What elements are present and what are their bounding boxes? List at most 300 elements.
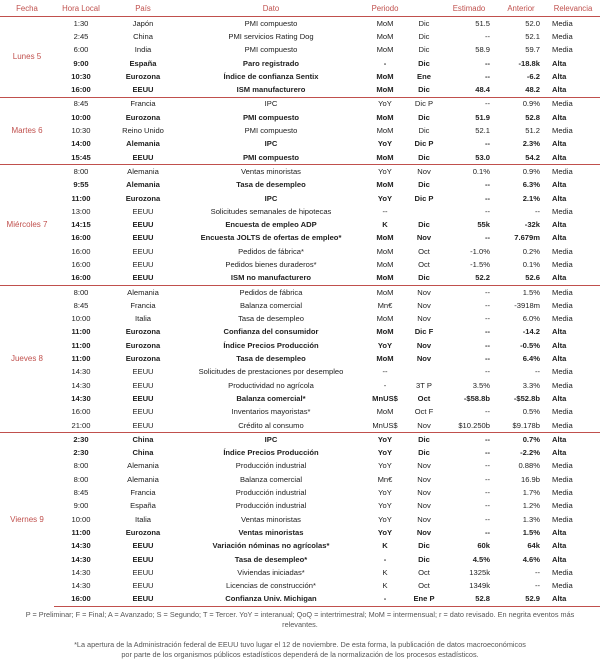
time-cell: 15:45 <box>71 152 91 162</box>
previous-cell: 0.9% <box>496 97 546 111</box>
datum-cell: Índice de confianza Sentix <box>223 71 319 81</box>
unit-cell: MoM <box>376 112 394 122</box>
datum-cell: Licencias de construcción* <box>226 581 316 591</box>
unit-cell: MoM <box>376 126 394 136</box>
table-row <box>0 419 600 433</box>
unit-cell: YoY <box>377 139 393 149</box>
unit-cell: - <box>383 58 387 68</box>
estimate-cell: 60k <box>477 541 490 551</box>
period-cell: 3T P <box>416 380 432 390</box>
unit-cell: MoM <box>364 17 406 31</box>
relevance-cell: Media <box>552 567 573 577</box>
datum-cell: Tasa de desempleo* <box>234 554 308 564</box>
estimate-cell: -- <box>442 97 496 111</box>
unit-cell: K <box>382 567 388 577</box>
previous-cell: -6.2 <box>526 71 540 81</box>
table-row <box>0 218 600 231</box>
time-cell: 2:30 <box>73 448 89 458</box>
previous-cell: 1.5% <box>496 285 546 299</box>
estimate-cell: 55k <box>477 220 490 230</box>
unit-cell: MoM <box>376 314 394 324</box>
unit-cell: YoY <box>377 340 393 350</box>
period-cell <box>406 205 442 218</box>
previous-cell: 0.5% <box>522 407 540 417</box>
relevance-cell: Media <box>552 206 573 216</box>
unit-cell: K <box>382 220 388 230</box>
table-row <box>0 513 600 526</box>
period-cell: Dic <box>418 554 430 564</box>
estimate-cell: 52.1 <box>475 126 490 136</box>
unit-cell: MoM <box>376 71 394 81</box>
country-cell: EEUU <box>132 581 154 591</box>
time-cell: 14:30 <box>71 541 91 551</box>
estimate-cell: -- <box>484 58 490 68</box>
relevance-cell: Alta <box>552 85 567 95</box>
relevance-cell: Alta <box>546 593 600 607</box>
time-cell: 8:00 <box>73 461 89 471</box>
header-pais: País <box>108 0 178 17</box>
unit-cell: YoY <box>377 448 393 458</box>
unit-cell: MnUS$ <box>372 420 398 430</box>
country-cell: EEUU <box>132 85 154 95</box>
previous-cell: 52.9 <box>496 593 546 607</box>
previous-cell: 52.1 <box>525 31 540 41</box>
unit-cell: MoM <box>376 45 394 55</box>
day-label: Viernes 9 <box>0 433 54 607</box>
datum-cell: IPC <box>178 97 364 111</box>
unit-cell: MoM <box>376 259 394 269</box>
datum-cell: PMI compuesto <box>242 152 300 162</box>
previous-cell: -2.2% <box>520 448 540 458</box>
country-cell: Alemania <box>127 474 159 484</box>
relevance-cell: Media <box>552 367 573 377</box>
period-cell: Dic <box>418 112 430 122</box>
datum-cell: Tasa de desempleo <box>236 180 306 190</box>
country-cell: Francia <box>130 488 156 498</box>
estimate-cell: 0.1% <box>442 165 496 179</box>
country-cell: EEUU <box>132 420 154 430</box>
relevance-cell: Media <box>552 461 573 471</box>
time-cell: 14:30 <box>71 393 91 403</box>
unit-cell: MoM <box>376 246 394 256</box>
table-row <box>0 406 600 419</box>
time-cell: 10:30 <box>71 71 91 81</box>
unit-cell: YoY <box>378 488 392 498</box>
datum-cell: ISM manufacturero <box>236 85 306 95</box>
unit-cell: MoM <box>376 407 394 417</box>
time-cell: 9:55 <box>73 180 89 190</box>
unit-cell: MnUS$ <box>372 393 398 403</box>
country-cell: China <box>133 31 153 41</box>
table-row <box>0 285 600 299</box>
country-cell: Eurozona <box>125 193 161 203</box>
time-cell: 14:30 <box>71 380 91 390</box>
previous-cell: 6.4% <box>522 354 540 364</box>
unit-cell: MoM <box>376 180 394 190</box>
estimate-cell: -- <box>484 193 490 203</box>
previous-cell: -0.5% <box>520 340 540 350</box>
datum-cell: PMI compuesto <box>242 112 300 122</box>
period-cell: Dic P <box>406 97 442 111</box>
estimate-cell: -1.0% <box>470 246 490 256</box>
unit-cell: Mn€ <box>377 300 393 310</box>
table-row <box>0 500 600 513</box>
previous-cell: 0.88% <box>518 461 540 471</box>
time-cell: 16:00 <box>71 407 91 417</box>
table-row <box>0 245 600 258</box>
estimate-cell: -- <box>484 180 490 190</box>
time-cell: 8:45 <box>73 300 89 310</box>
time-cell: 16:00 <box>71 259 91 269</box>
relevance-cell: Media <box>552 31 573 41</box>
time-cell: 11:00 <box>71 193 91 203</box>
period-cell: Dic P <box>414 139 434 149</box>
estimate-cell: -1.5% <box>470 259 490 269</box>
period-cell: Dic <box>418 31 430 41</box>
relevance-cell: Alta <box>552 152 567 162</box>
unit-cell: MoM <box>376 152 394 162</box>
previous-cell: -- <box>534 567 540 577</box>
period-cell: Dic <box>418 448 430 458</box>
time-cell: 16:00 <box>71 246 91 256</box>
relevance-cell: Alta <box>552 139 567 149</box>
time-cell: 8:45 <box>73 488 89 498</box>
country-cell: Alemania <box>126 139 160 149</box>
time-cell: 8:00 <box>54 285 108 299</box>
relevance-cell: Media <box>552 514 573 524</box>
relevance-cell: Alta <box>552 327 567 337</box>
country-cell: Reino Unido <box>122 126 164 136</box>
time-cell: 10:00 <box>71 514 91 524</box>
time-cell: 11:00 <box>71 327 91 337</box>
header-periodo: Periodo <box>364 0 406 17</box>
country-cell: España <box>130 501 156 511</box>
relevance-cell: Alta <box>552 193 567 203</box>
previous-cell: 6.3% <box>522 180 540 190</box>
datum-cell: PMI compuesto <box>244 45 298 55</box>
previous-cell: 52.6 <box>525 273 540 283</box>
time-cell: 14:30 <box>71 554 91 564</box>
datum-cell: Índice Precios Producción <box>223 448 319 458</box>
country-cell: India <box>134 45 152 55</box>
datum-cell: Ventas minoristas <box>178 165 364 179</box>
previous-cell: 52.8 <box>525 112 540 122</box>
header-periodo-2 <box>406 0 442 17</box>
datum-cell: Producción industrial <box>235 501 307 511</box>
table-row <box>0 57 600 70</box>
legend-text: P = Preliminar; F = Final; A = Avanzado; S = Segundo; T = Tercer. YoY = interanual; QoQ = intertrimestral; MoM = intermensual; r = dato revisado. En negrita eventos más relevantes. <box>25 610 575 630</box>
datum-cell: Crédito al consumo <box>238 420 304 430</box>
period-cell: Nov <box>417 420 431 430</box>
header-dato: Dato <box>178 0 364 17</box>
period-cell: Nov <box>417 474 431 484</box>
datum-cell: Solicitudes de prestaciones por desempleo <box>198 367 344 377</box>
table-row <box>0 192 600 205</box>
period-cell: Dic <box>418 220 430 230</box>
time-cell: 14:30 <box>71 581 91 591</box>
estimate-cell: 52.2 <box>475 273 490 283</box>
table-row <box>0 124 600 137</box>
table-row <box>0 366 600 379</box>
datum-cell: PMI compuesto <box>244 126 298 136</box>
estimate-cell: -- <box>484 139 490 149</box>
table-row <box>0 526 600 539</box>
estimate-cell: -- <box>442 433 496 447</box>
day-label: Martes 6 <box>0 97 54 164</box>
table-row <box>0 111 600 124</box>
period-cell: Nov <box>406 285 442 299</box>
datum-cell: Viviendas iniciadas* <box>237 567 305 577</box>
datum-cell: Productividad no agrícola <box>228 380 314 390</box>
header-relevancia: Relevancia <box>546 0 600 17</box>
previous-cell: 3.3% <box>522 380 540 390</box>
previous-cell: 54.2 <box>525 152 540 162</box>
relevance-cell: Alta <box>552 273 567 283</box>
datum-cell: Confianza del consumidor <box>223 327 319 337</box>
estimate-cell: -- <box>484 448 490 458</box>
period-cell: Oct <box>417 393 431 403</box>
period-cell: Oct <box>418 259 430 269</box>
unit-cell: YoY <box>364 433 406 447</box>
relevance-cell: Alta <box>552 112 567 122</box>
relevance-cell: Alta <box>552 541 567 551</box>
country-cell: Alemania <box>108 285 178 299</box>
unit-cell: Mn€ <box>377 474 393 484</box>
estimate-cell: -- <box>484 354 490 364</box>
estimate-cell: -- <box>484 501 490 511</box>
table-row <box>0 138 600 151</box>
unit-cell: K <box>382 541 388 551</box>
datum-cell: Inventarios mayoristas* <box>231 407 311 417</box>
unit-cell: YoY <box>377 193 393 203</box>
time-cell: 13:00 <box>71 206 91 216</box>
datum-cell: Encuesta JOLTS de ofertas de empleo* <box>200 233 342 243</box>
table-row <box>0 44 600 57</box>
country-cell: Eurozona <box>125 112 161 122</box>
relevance-cell: Alta <box>552 233 567 243</box>
estimate-cell: 58.9 <box>475 45 490 55</box>
previous-cell: 7.679m <box>514 233 540 243</box>
period-cell: Dic <box>418 126 430 136</box>
estimate-cell: 52.8 <box>442 593 496 607</box>
datum-cell: Ventas minoristas <box>238 527 304 537</box>
previous-cell: -14.2 <box>522 327 540 337</box>
previous-cell: -3918m <box>514 300 540 310</box>
relevance-cell: Alta <box>552 58 567 68</box>
estimate-cell: -- <box>484 488 490 498</box>
country-cell: España <box>129 58 157 68</box>
period-cell: Nov <box>416 340 432 350</box>
day-label: Jueves 8 <box>0 285 54 432</box>
estimate-cell: -- <box>484 514 490 524</box>
relevance-cell: Media <box>552 488 573 498</box>
time-cell: 8:00 <box>54 165 108 179</box>
estimate-cell: 1349k <box>469 581 490 591</box>
time-cell: 11:00 <box>71 354 91 364</box>
previous-cell: -- <box>534 206 540 216</box>
country-cell: Eurozona <box>125 327 161 337</box>
estimate-cell: -- <box>484 300 490 310</box>
relevance-cell: Media <box>546 285 600 299</box>
time-cell: 10:00 <box>71 112 91 122</box>
relevance-cell: Media <box>546 97 600 111</box>
relevance-cell: Media <box>552 300 573 310</box>
country-cell: EEUU <box>132 246 154 256</box>
estimate-cell: -- <box>484 31 490 41</box>
table-row <box>0 83 600 97</box>
header-estimado: Estimado <box>442 0 496 17</box>
time-cell: 9:00 <box>73 501 89 511</box>
previous-cell: 1.5% <box>522 527 540 537</box>
previous-cell: -32k <box>524 220 540 230</box>
datum-cell: ISM no manufacturero <box>230 273 312 283</box>
period-cell: Nov <box>416 233 432 243</box>
table-row <box>0 151 600 165</box>
table-row <box>0 433 600 447</box>
country-cell: Eurozona <box>125 527 161 537</box>
period-cell <box>406 366 442 379</box>
datum-cell: Balanza comercial <box>239 474 303 484</box>
unit-cell: MoM <box>376 233 394 243</box>
datum-cell: Variación nóminas no agrícolas* <box>212 541 330 551</box>
table-row <box>0 352 600 365</box>
time-cell: 16:00 <box>54 593 108 607</box>
time-cell: 14:30 <box>71 367 91 377</box>
period-cell: Nov <box>417 514 431 524</box>
country-cell: China <box>132 448 154 458</box>
relevance-cell: Alta <box>546 433 600 447</box>
datum-cell: Tasa de desempleo <box>236 354 306 364</box>
datum-cell: Solicitudes semanales de hipotecas <box>210 206 332 216</box>
period-cell: Nov <box>417 501 431 511</box>
country-cell: Eurozona <box>125 71 161 81</box>
previous-cell: $9.178b <box>512 420 540 430</box>
country-cell: Alemania <box>126 180 160 190</box>
unit-cell: -- <box>382 367 388 377</box>
estimate-cell: 51.9 <box>475 112 490 122</box>
unit-cell: MoM <box>376 31 394 41</box>
time-cell: 10:00 <box>71 314 91 324</box>
time-cell: 16:00 <box>71 85 91 95</box>
unit-cell: MoM <box>376 327 394 337</box>
country-cell: EEUU <box>132 567 154 577</box>
country-cell: EEUU <box>132 273 154 283</box>
datum-cell: Pedidos de fábrica <box>178 285 364 299</box>
country-cell: EEUU <box>132 220 154 230</box>
time-cell: 2:45 <box>73 31 89 41</box>
unit-cell: K <box>382 581 388 591</box>
period-cell: Nov <box>417 488 431 498</box>
country-cell: EEUU <box>132 367 154 377</box>
estimate-cell: -- <box>442 285 496 299</box>
table-row <box>0 313 600 326</box>
time-cell: 16:00 <box>71 273 91 283</box>
table-row <box>0 566 600 579</box>
unit-cell: YoY <box>378 501 392 511</box>
country-cell: EEUU <box>132 206 154 216</box>
unit-cell: - <box>383 554 387 564</box>
estimate-cell: -- <box>484 461 490 471</box>
datum-cell: Ventas minoristas <box>241 514 301 524</box>
table-row <box>0 339 600 352</box>
previous-cell: 64k <box>527 541 540 551</box>
datum-cell: Encuesta de empleo ADP <box>225 220 317 230</box>
estimate-cell: 1325k <box>469 567 490 577</box>
estimate-cell: -- <box>484 407 490 417</box>
period-cell: Dic P <box>414 193 434 203</box>
period-cell: Dic <box>418 85 430 95</box>
estimate-cell: -- <box>484 206 490 216</box>
table-row <box>0 258 600 271</box>
datum-cell: Pedidos bienes duraderos* <box>225 259 317 269</box>
relevance-cell: Media <box>552 474 573 484</box>
time-cell: 6:00 <box>73 45 89 55</box>
relevance-cell: Media <box>552 259 573 269</box>
period-cell: Dic <box>418 152 430 162</box>
datum-cell: IPC <box>264 139 278 149</box>
table-row <box>0 473 600 486</box>
header-row <box>0 0 600 17</box>
relevance-cell: Alta <box>552 554 567 564</box>
previous-cell: 1.7% <box>522 488 540 498</box>
unit-cell: MoM <box>376 273 394 283</box>
period-cell: Dic <box>418 541 430 551</box>
relevance-cell: Media <box>546 17 600 31</box>
table-row <box>0 179 600 192</box>
period-cell: Nov <box>417 300 431 310</box>
time-cell: 16:00 <box>71 233 91 243</box>
previous-cell: -- <box>534 581 540 591</box>
time-cell: 8:00 <box>73 474 89 484</box>
unit-cell: MoM <box>376 85 394 95</box>
estimate-cell: -- <box>484 367 490 377</box>
previous-cell: 4.6% <box>522 554 540 564</box>
period-cell: Dic <box>406 17 442 31</box>
table-row <box>0 272 600 286</box>
datum-cell: Paro registrado <box>242 58 300 68</box>
table-row <box>0 593 600 607</box>
country-cell: Japón <box>108 17 178 31</box>
estimate-cell: -- <box>484 71 490 81</box>
period-cell: Oct <box>418 567 430 577</box>
previous-cell: -- <box>534 367 540 377</box>
country-cell: Francia <box>130 300 156 310</box>
datum-cell: Balanza comercial <box>239 300 303 310</box>
time-cell: 9:00 <box>73 58 89 68</box>
period-cell: Dic <box>418 273 430 283</box>
header-hora: Hora Local <box>54 0 108 17</box>
relevance-cell: Media <box>552 380 573 390</box>
estimate-cell: 3.5% <box>472 380 490 390</box>
relevance-cell: Alta <box>552 71 567 81</box>
unit-cell: YoY <box>364 97 406 111</box>
previous-cell: 51.2 <box>525 126 540 136</box>
estimate-cell: -$58.8b <box>463 393 490 403</box>
datum-cell: IPC <box>178 433 364 447</box>
relevance-cell: Alta <box>552 220 567 230</box>
relevance-cell: Alta <box>552 393 567 403</box>
estimate-cell: 53.0 <box>475 152 490 162</box>
relevance-cell: Media <box>552 314 573 324</box>
period-cell: Dic <box>418 45 430 55</box>
time-cell: 21:00 <box>71 420 91 430</box>
country-cell: EEUU <box>132 152 154 162</box>
period-cell: Nov <box>416 527 432 537</box>
time-cell: 14:00 <box>71 139 91 149</box>
datum-cell: Índice Precios Producción <box>223 340 319 350</box>
calendar-body <box>0 17 600 607</box>
country-cell: Francia <box>108 97 178 111</box>
